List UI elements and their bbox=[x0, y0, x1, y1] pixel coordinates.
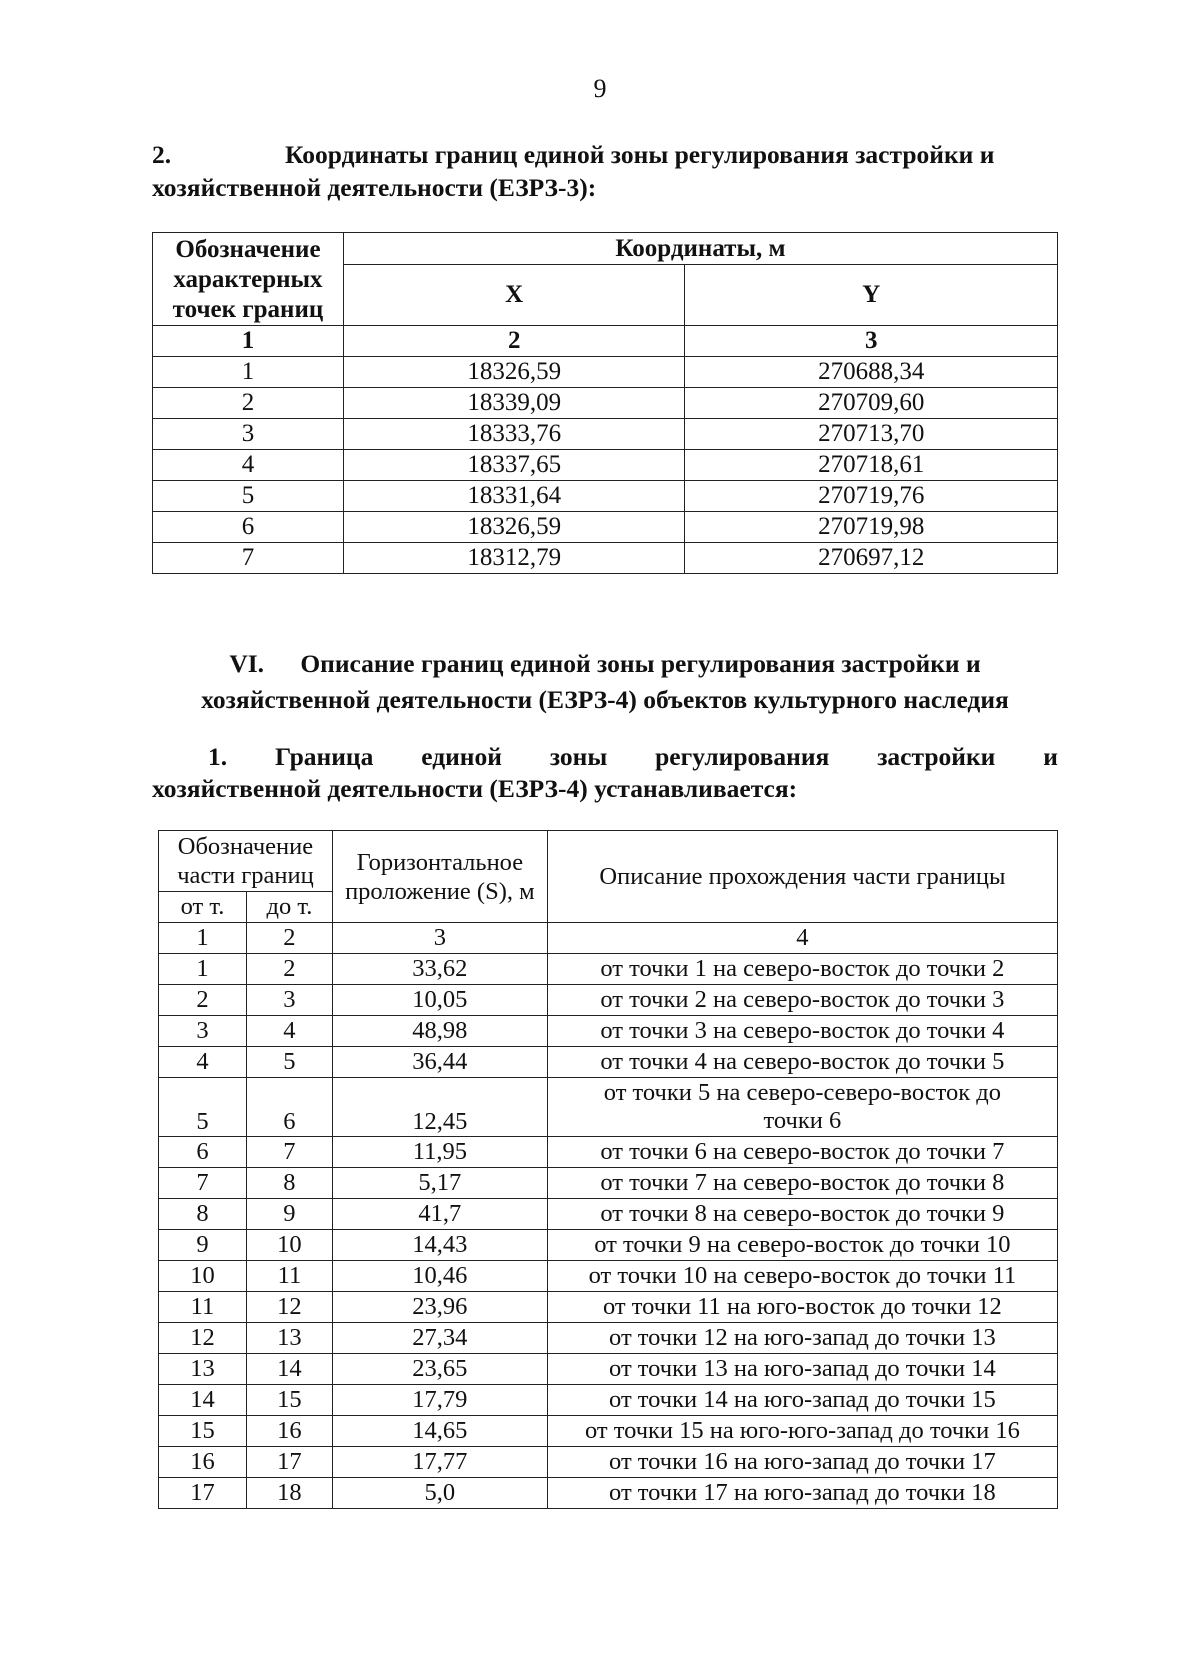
table-cell: 10 bbox=[159, 1261, 247, 1292]
table-row bbox=[159, 1230, 1058, 1261]
table-cell: 6 bbox=[246, 1078, 332, 1137]
table-cell: 17 bbox=[246, 1447, 332, 1478]
table-row bbox=[159, 1047, 1058, 1078]
table-cell: 9 bbox=[159, 1230, 247, 1261]
table-row bbox=[159, 1016, 1058, 1047]
header-x: X bbox=[343, 265, 685, 326]
table-row bbox=[159, 1354, 1058, 1385]
table-cell: 270719,76 bbox=[685, 481, 1058, 512]
table-cell: от точки 7 на северо-восток до точки 8 bbox=[547, 1168, 1057, 1199]
section-number: 2. bbox=[152, 140, 172, 169]
table-cell: 12 bbox=[159, 1323, 247, 1354]
table-cell: 3 bbox=[246, 985, 332, 1016]
table-cell: 270688,34 bbox=[685, 357, 1058, 388]
column-number: 4 bbox=[547, 923, 1057, 954]
table-cell: от точки 10 на северо-восток до точки 11 bbox=[547, 1261, 1057, 1292]
table-cell: от точки 8 на северо-восток до точки 9 bbox=[547, 1199, 1057, 1230]
table-cell: от точки 2 на северо-восток до точки 3 bbox=[547, 985, 1057, 1016]
table-cell: 270713,70 bbox=[685, 419, 1058, 450]
table-cell: 16 bbox=[246, 1416, 332, 1447]
table-cell: 1 bbox=[159, 954, 247, 985]
table-row bbox=[159, 985, 1058, 1016]
table-cell: 2 bbox=[159, 985, 247, 1016]
table-row bbox=[153, 450, 1058, 481]
header-boundary-parts: Обозначение части границ bbox=[159, 831, 333, 892]
table-cell: 7 bbox=[246, 1137, 332, 1168]
table-cell: 270697,12 bbox=[685, 543, 1058, 574]
table-cell: 270718,61 bbox=[685, 450, 1058, 481]
header-y: Y bbox=[685, 265, 1058, 326]
table-cell: 15 bbox=[246, 1385, 332, 1416]
table-cell: 18 bbox=[246, 1478, 332, 1509]
table-row bbox=[159, 1385, 1058, 1416]
table-row bbox=[159, 1416, 1058, 1447]
heading-word: Граница bbox=[274, 742, 374, 771]
table-cell: от точки 9 на северо-восток до точки 10 bbox=[547, 1230, 1057, 1261]
table-cell: 5 bbox=[153, 481, 344, 512]
table-cell: 17 bbox=[159, 1478, 247, 1509]
section-number: 1. bbox=[208, 742, 228, 771]
table-cell: 12,45 bbox=[332, 1078, 547, 1137]
header-designation: Обозначение характерных точек границ bbox=[153, 233, 344, 326]
table-cell: 2 bbox=[153, 388, 344, 419]
table-cell: от точки 16 на юго-запад до точки 17 bbox=[547, 1447, 1057, 1478]
heading-word: единой bbox=[421, 742, 502, 771]
table-cell: 23,65 bbox=[332, 1354, 547, 1385]
section-title-line1: Описание границ единой зоны регулирования застройки и bbox=[300, 649, 981, 678]
table-cell: 6 bbox=[159, 1137, 247, 1168]
table-cell: 14 bbox=[159, 1385, 247, 1416]
table-cell: 10 bbox=[246, 1230, 332, 1261]
table-cell: 36,44 bbox=[332, 1047, 547, 1078]
table-cell: от точки 12 на юго-запад до точки 13 bbox=[547, 1323, 1057, 1354]
table-cell: 5,0 bbox=[332, 1478, 547, 1509]
table-cell: от точки 11 на юго-восток до точки 12 bbox=[547, 1292, 1057, 1323]
table-cell: 13 bbox=[159, 1354, 247, 1385]
table-cell: 18331,64 bbox=[343, 481, 685, 512]
table-cell: 7 bbox=[159, 1168, 247, 1199]
table-row bbox=[153, 481, 1058, 512]
column-numbers-row bbox=[153, 326, 1058, 357]
table-cell: от точки 13 на юго-запад до точки 14 bbox=[547, 1354, 1057, 1385]
table-cell: от точки 14 на юго-запад до точки 15 bbox=[547, 1385, 1057, 1416]
table-cell: 8 bbox=[159, 1199, 247, 1230]
table-cell: 14,43 bbox=[332, 1230, 547, 1261]
table-cell: 4 bbox=[159, 1047, 247, 1078]
table-cell: 8 bbox=[246, 1168, 332, 1199]
table-cell: 2 bbox=[246, 954, 332, 985]
section-title-line2: хозяйственной деятельности (ЕЗРЗ-4) объектов культурного наследия bbox=[201, 685, 1009, 714]
table-row bbox=[159, 1323, 1058, 1354]
table-cell: 6 bbox=[153, 512, 344, 543]
table-cell: 7 bbox=[153, 543, 344, 574]
table-cell: 3 bbox=[159, 1016, 247, 1047]
table-row bbox=[159, 1261, 1058, 1292]
subsection-title-line2: хозяйственной деятельности (ЕЗРЗ-4) устанавливается: bbox=[152, 774, 798, 803]
section-title-line1: Координаты границ единой зоны регулирования застройки и bbox=[285, 140, 995, 169]
table-cell: от точки 4 на северо-восток до точки 5 bbox=[547, 1047, 1057, 1078]
table-cell: 18326,59 bbox=[343, 357, 685, 388]
heading-word: и bbox=[1043, 742, 1058, 771]
table-cell: 3 bbox=[153, 419, 344, 450]
table-row bbox=[159, 954, 1058, 985]
heading-word: регулирования bbox=[655, 742, 830, 771]
column-number: 1 bbox=[159, 923, 247, 954]
column-number: 3 bbox=[685, 326, 1058, 357]
table-cell: 48,98 bbox=[332, 1016, 547, 1047]
table-cell: 27,34 bbox=[332, 1323, 547, 1354]
table-row bbox=[159, 1292, 1058, 1323]
table-cell: 11 bbox=[246, 1261, 332, 1292]
column-number: 3 bbox=[332, 923, 547, 954]
boundary-description-table bbox=[158, 830, 1058, 1509]
section-title-line2: хозяйственной деятельности (ЕЗРЗ-3): bbox=[152, 173, 597, 202]
table-cell: 14,65 bbox=[332, 1416, 547, 1447]
header-coordinates: Координаты, м bbox=[343, 233, 1057, 265]
section-heading-2 bbox=[152, 138, 1058, 171]
table-cell: 18339,09 bbox=[343, 388, 685, 419]
table-row bbox=[159, 1447, 1058, 1478]
header-horizontal-length: Горизонтальное проложение (S), м bbox=[332, 831, 547, 923]
table-cell: 11,95 bbox=[332, 1137, 547, 1168]
table-cell: от точки 6 на северо-восток до точки 7 bbox=[547, 1137, 1057, 1168]
column-numbers-row bbox=[159, 923, 1058, 954]
table-cell: 4 bbox=[153, 450, 344, 481]
header-to-point: до т. bbox=[246, 892, 332, 923]
table-cell: 9 bbox=[246, 1199, 332, 1230]
page-number: 9 bbox=[593, 74, 607, 103]
table-row bbox=[159, 1078, 1058, 1137]
column-number: 2 bbox=[343, 326, 685, 357]
section-heading-vi bbox=[152, 646, 1058, 718]
header-from-point: от т. bbox=[159, 892, 247, 923]
table-cell: от точки 5 на северо-северо-восток до точки 6 bbox=[547, 1078, 1057, 1137]
table-row bbox=[153, 419, 1058, 450]
table-cell: 12 bbox=[246, 1292, 332, 1323]
heading-word: зоны bbox=[549, 742, 608, 771]
column-number: 1 bbox=[153, 326, 344, 357]
table-row bbox=[159, 1168, 1058, 1199]
table-cell: 18326,59 bbox=[343, 512, 685, 543]
table-cell: 270709,60 bbox=[685, 388, 1058, 419]
table-cell: от точки 17 на юго-запад до точки 18 bbox=[547, 1478, 1057, 1509]
table-cell: 17,79 bbox=[332, 1385, 547, 1416]
table-cell: 5 bbox=[159, 1078, 247, 1137]
table-cell: 270719,98 bbox=[685, 512, 1058, 543]
table-cell: от точки 3 на северо-восток до точки 4 bbox=[547, 1016, 1057, 1047]
table-cell: 1 bbox=[153, 357, 344, 388]
table-cell: 5,17 bbox=[332, 1168, 547, 1199]
table-cell: от точки 1 на северо-восток до точки 2 bbox=[547, 954, 1057, 985]
section-number: VI. bbox=[229, 649, 265, 678]
table-cell: 18312,79 bbox=[343, 543, 685, 574]
table-row bbox=[153, 543, 1058, 574]
table-cell: от точки 15 на юго-юго-запад до точки 16 bbox=[547, 1416, 1057, 1447]
table-row bbox=[153, 512, 1058, 543]
table-cell: 14 bbox=[246, 1354, 332, 1385]
table-row bbox=[153, 357, 1058, 388]
table-cell: 33,62 bbox=[332, 954, 547, 985]
table-cell: 23,96 bbox=[332, 1292, 547, 1323]
table-cell: 16 bbox=[159, 1447, 247, 1478]
subsection-heading-1 bbox=[152, 740, 1058, 773]
column-number: 2 bbox=[246, 923, 332, 954]
table-cell: 17,77 bbox=[332, 1447, 547, 1478]
table-cell: 15 bbox=[159, 1416, 247, 1447]
table-cell: 18337,65 bbox=[343, 450, 685, 481]
header-description: Описание прохождения части границы bbox=[547, 831, 1057, 923]
table-cell: 41,7 bbox=[332, 1199, 547, 1230]
table-row bbox=[159, 1478, 1058, 1509]
table-cell: 18333,76 bbox=[343, 419, 685, 450]
coordinates-table bbox=[152, 232, 1058, 574]
table-cell: 13 bbox=[246, 1323, 332, 1354]
table-cell: 4 bbox=[246, 1016, 332, 1047]
table-row bbox=[159, 1137, 1058, 1168]
table-cell: 11 bbox=[159, 1292, 247, 1323]
table-cell: 10,05 bbox=[332, 985, 547, 1016]
table-row bbox=[159, 1199, 1058, 1230]
heading-word: застройки bbox=[877, 742, 996, 771]
table-cell: 5 bbox=[246, 1047, 332, 1078]
table-row bbox=[153, 388, 1058, 419]
table-cell: 10,46 bbox=[332, 1261, 547, 1292]
